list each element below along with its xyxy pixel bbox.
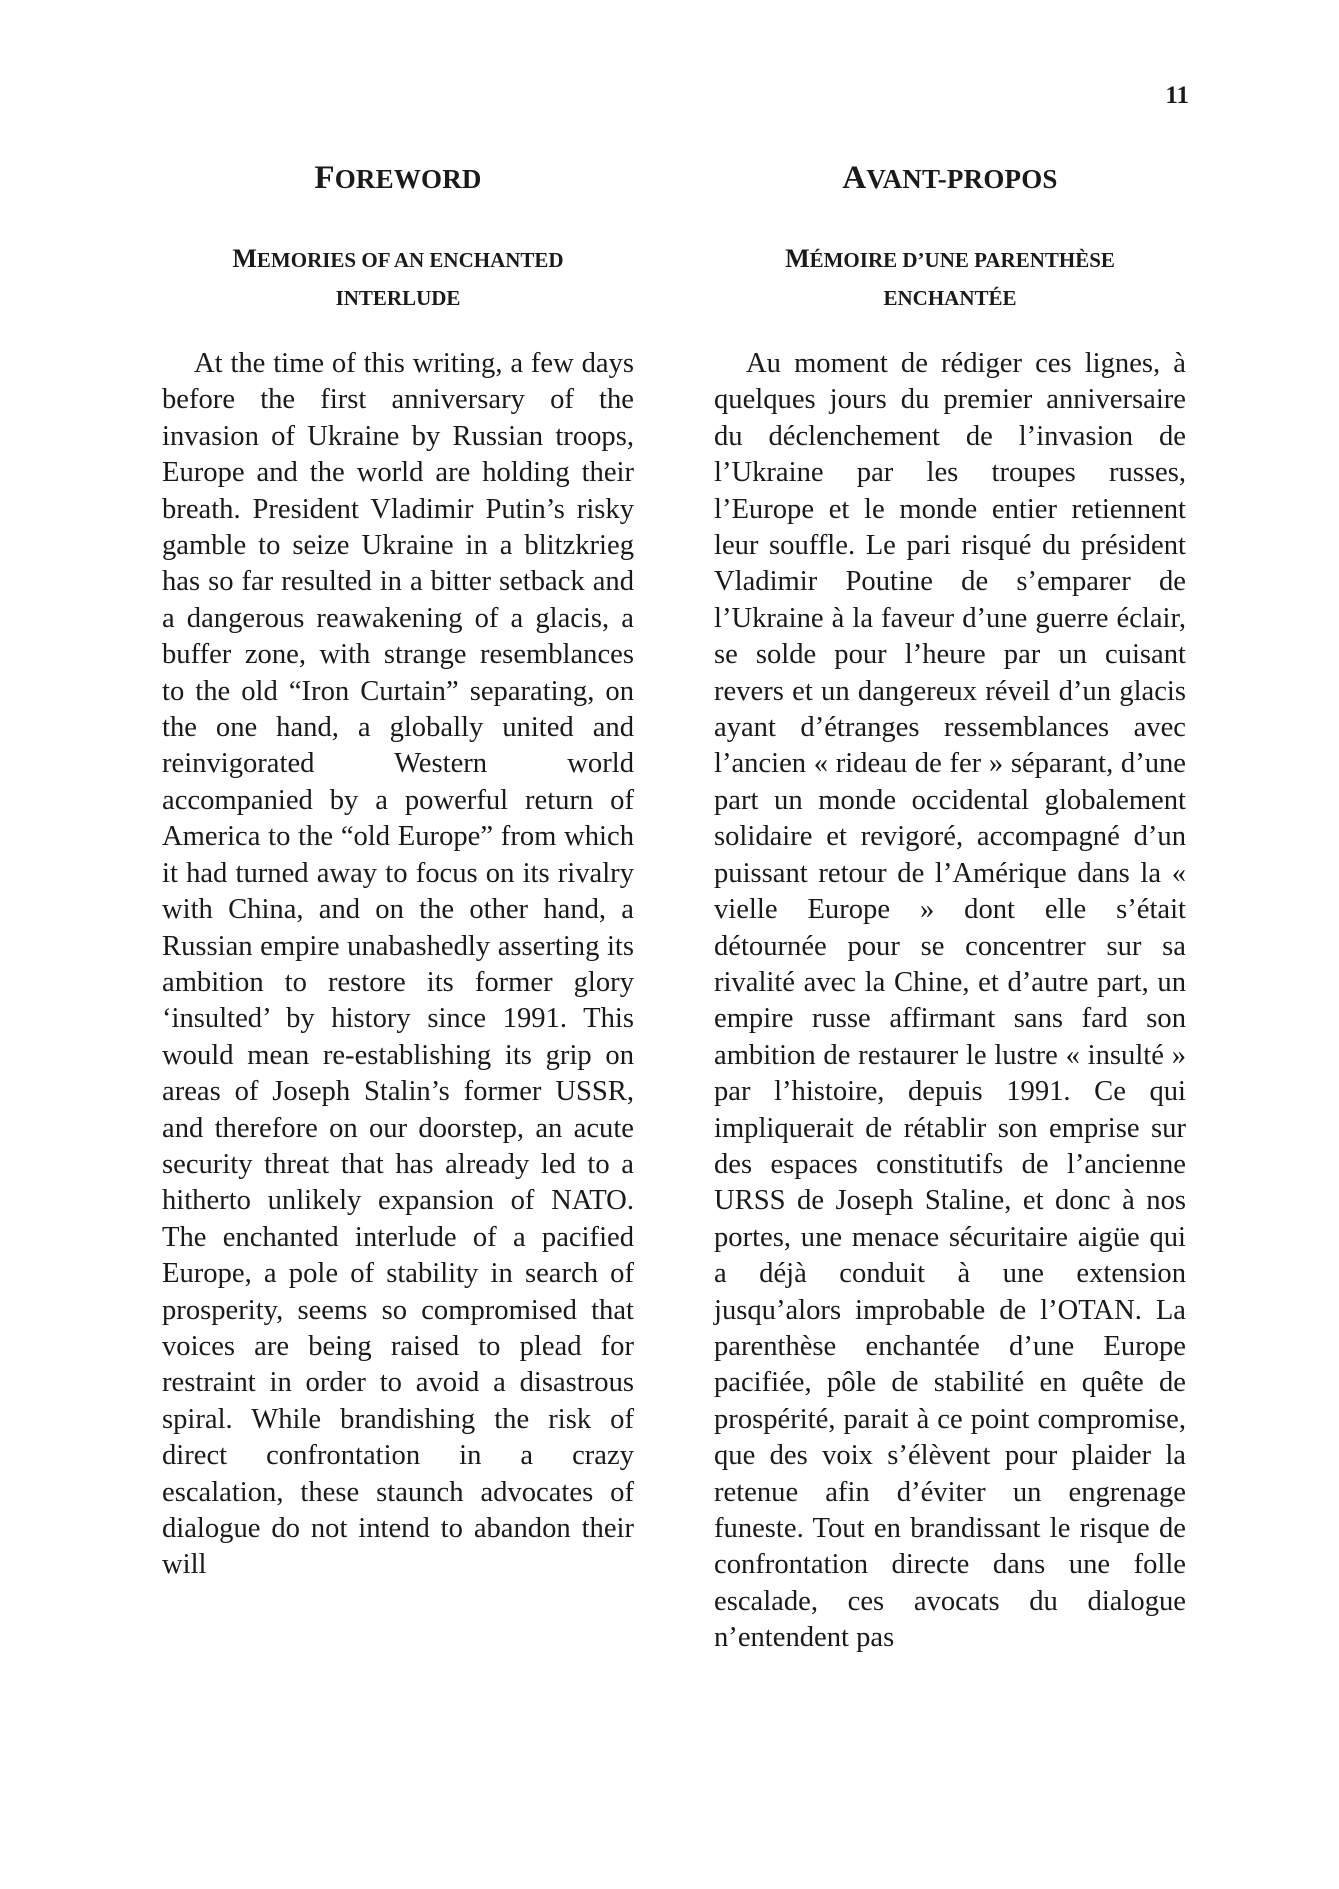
english-body-paragraph: At the time of this writing, a few days before the first anniversary of the invasion of Ukraine by Russian troops, Europe and the world are holding their breath. President Vladimir Putin’s risky gamble to seize Ukraine in a blitzkrieg has so far resulted in a bitter setback and a dangerous reawakening of a glacis, a buffer zone, with strange resemblances to the old “Iron Curtain” separating, on the one hand, a globally united and reinvigorated Western world accompanied by a powerful return of America to the “old Europe” from which it had turned away to focus on its rivalry with China, and on the other hand, a Russian empire unabashedly asserting its ambition to restore its former glory ‘insulted’ by history since 1991. This would mean re-establishing its grip on areas of Joseph Stalin’s former USSR, and therefore on our doorstep, an acute security threat that has already led to a hitherto unlikely expansion of NATO. The enchanted interlude of a pacified Europe, a pole of stability in search of prosperity, seems so compromised that voices are being raised to plead for restraint in order to avoid a disastrous spiral. While brandishing the risk of direct confrontation in a crazy escalation, these staunch advocates of dialogue do not intend to abandon their will — [162, 348, 634, 1581]
english-subtitle-rest: EMORIES OF AN ENCHANTED INTERLUDE — [256, 248, 564, 310]
english-title-rest: OREWORD — [334, 164, 482, 194]
english-title-initial: F — [314, 160, 335, 196]
french-body-paragraph: Au moment de rédiger ces lignes, à quelques jours du premier anniversaire du déclenchement de l’invasion de l’Ukraine par les troupes russes, l’Europe et le monde entier retiennent leur souffle. Le pari risqué du président Vladimir Poutine de s’emparer de l’Ukraine à la faveur d’une guerre éclair, se solde pour l’heure par un cuisant revers et un dangereux réveil d’un glacis ayant d’étranges ressemblances avec l’ancien « rideau de fer » séparant, d’une part un monde occidental globalement solidaire et revigoré, accompagné d’un puissant retour de l’Amérique dans la « vielle Europe » dont elle s’était détournée pour se concentrer sur sa rivalité avec la Chine, et d’autre part, un empire russe affirmant sans fard son ambition de restaurer le lustre « insulté » par l’histoire, depuis 1991. Ce qui impliquerait de rétablir son emprise sur des espaces constitutifs de l’ancienne URSS de Joseph Staline, et donc à nos portes, une menace sécuritaire aigüe qui a déjà conduit à une extension jusqu’alors improbable de l’OTAN. La parenthèse enchantée d’une Europe pacifiée, pôle de stabilité en quête de prospérité, parait à ce point compromise, que des voix s’élèvent pour plaider la retenue afin d’éviter un engrenage funeste. Tout en brandissant le risque de confrontation directe dans une folle escalade, ces avocats du dialogue n’entendent pas — [714, 348, 1186, 1654]
french-subtitle-rest: ÉMOIRE D’UNE PARENTHÈSE ENCHANTÉE — [809, 248, 1115, 310]
french-title-initial: A — [842, 160, 867, 196]
french-title — [714, 160, 1186, 202]
french-subtitle — [754, 240, 1146, 316]
english-column — [162, 160, 634, 1584]
french-title-rest: VANT-PROPOS — [866, 164, 1058, 194]
english-title — [162, 160, 634, 202]
french-column — [714, 160, 1186, 1657]
page-number: 11 — [1165, 82, 1189, 109]
french-subtitle-initial: M — [785, 244, 810, 273]
english-subtitle — [202, 240, 594, 316]
english-subtitle-initial: M — [232, 244, 257, 273]
